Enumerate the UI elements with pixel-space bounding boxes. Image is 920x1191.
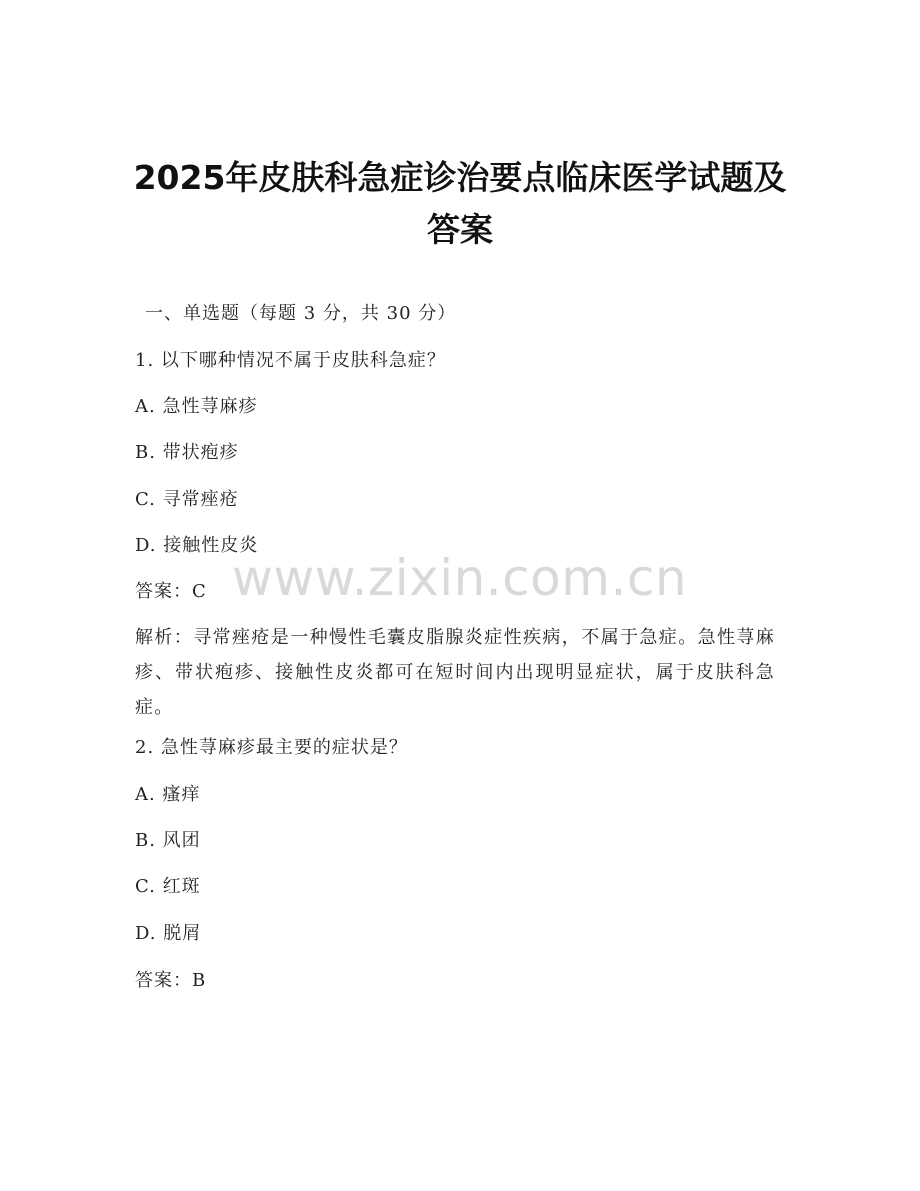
question-1-explanation: 解析：寻常痤疮是一种慢性毛囊皮脂腺炎症性疾病，不属于急症。急性荨麻疹、带状疱疹、接触性皮炎都可在短时间内出现明显症状，属于皮肤科急症。 bbox=[135, 627, 775, 718]
page-title bbox=[90, 152, 830, 256]
question-1-option-c: C. 寻常痤疮 bbox=[135, 489, 239, 510]
page-title-line-1: 2025年皮肤科急症诊治要点临床医学试题及 bbox=[133, 158, 787, 197]
section-heading: 一、单选题（每题 3 分，共 30 分） bbox=[145, 303, 457, 324]
question-1-option-a: A. 急性荨麻疹 bbox=[135, 396, 258, 417]
question-1-stem: 1. 以下哪种情况不属于皮肤科急症？ bbox=[135, 350, 446, 371]
question-1-option-d: D. 接触性皮炎 bbox=[135, 535, 259, 556]
question-1-answer: 答案：C bbox=[135, 581, 207, 602]
question-2-option-a: A. 瘙痒 bbox=[135, 784, 201, 805]
question-2-option-b: B. 风团 bbox=[135, 830, 201, 851]
question-2-option-c: C. 红斑 bbox=[135, 876, 201, 897]
question-2-answer: 答案：B bbox=[135, 970, 207, 991]
question-2-option-d: D. 脱屑 bbox=[135, 923, 202, 944]
question-2-stem: 2. 急性荨麻疹最主要的症状是？ bbox=[135, 737, 408, 758]
watermark: www.zixin.com.cn bbox=[232, 549, 688, 607]
page-title-line-2: 答案 bbox=[427, 210, 493, 249]
question-1-option-b: B. 带状疱疹 bbox=[135, 442, 239, 463]
